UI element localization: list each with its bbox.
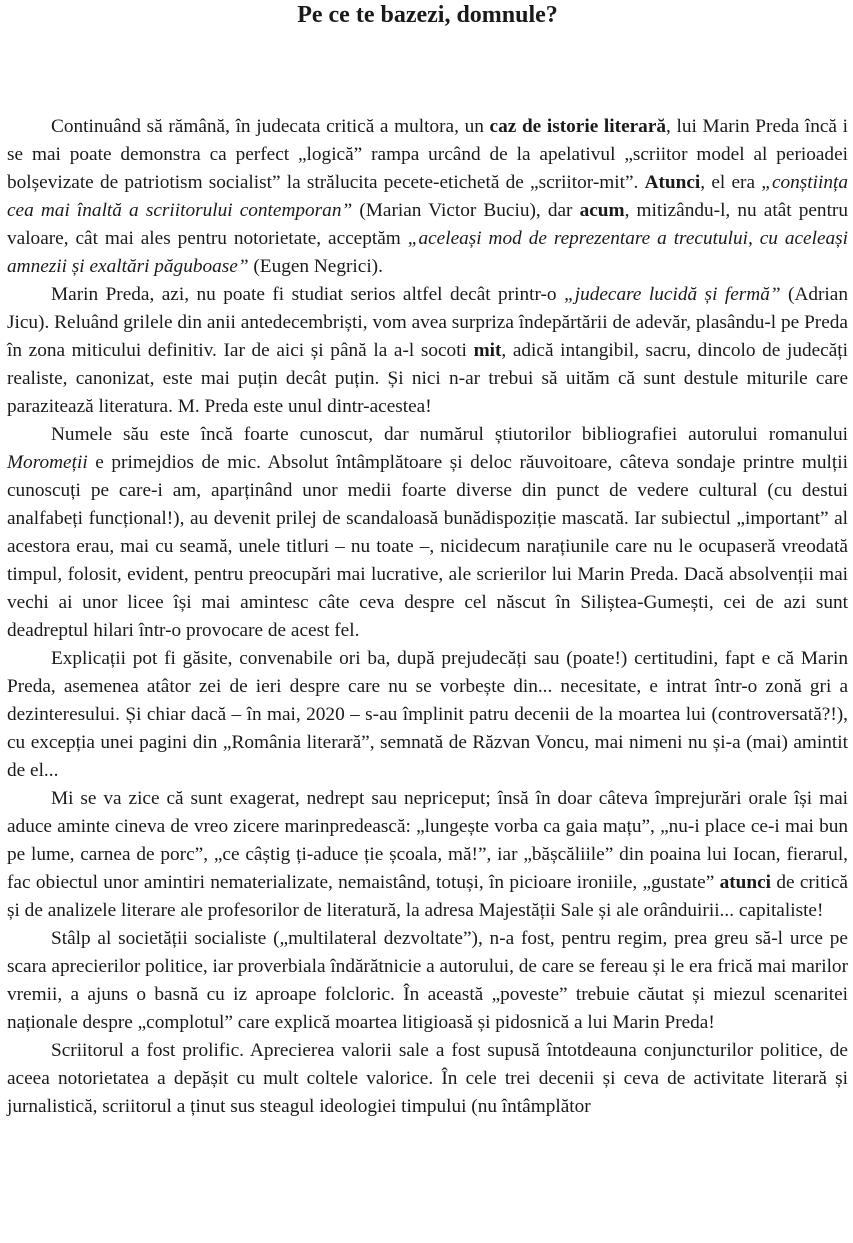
bold-run: Atunci [644, 172, 701, 193]
italic-run: „conștiința cea mai înaltă a scriitorului contemporan” [7, 172, 849, 221]
text-run: Marin Preda, azi, nu poate fi studiat serios altfel decât printr-o [51, 284, 565, 305]
italic-run: Moromeții [7, 452, 88, 473]
text-run: Mi se va zice că sunt exagerat, nedrept sau nepriceput; însă în doar câteva împrejurări orale își mai aduce aminte cineva de vreo zicere marinpredească: „lungește vorba ca gaia mațu”, „nu-i place ce-i mai bun pe lume, carnea de porc”, „ce câștig ți-aduce ție școala, mă!”, iar „bășcăliile” din poaina lui Iocan, fierarul, fac obiectul unor amintiri nematerializate, nemaistând, totuși, în picioare ironiile, „gustate” [7, 788, 848, 893]
text-run: e primejdios de mic. Absolut întâmplătoare și deloc răuvoitoare, câteva sondaje printre mulții cunoscuți pe care-i am, aparținând unor medii foarte diverse din punct de vedere cultural (cu destui analfabeți funcțional!), au devenit prilej de scandaloasă bunădispoziție mascată. Iar subiectul „important” al acestora erau, mai cu seamă, unele titluri – nu toate –, nicidecum narațiunile care nu le ocupaseră vreodată timpul, folosit, evident, pentru preocupări mai lucrative, ale scrierilor lui Marin Preda. Dacă absolvenții mai vechi ai unor licee își mai amintesc câte ceva despre cel născut în Siliștea-Gumești, cei de azi sunt deadreptul hilari într-o provocare de acest fel. [7, 452, 848, 641]
paragraph-4 [7, 645, 848, 785]
paragraph-5 [7, 785, 848, 925]
text-run: (Eugen Negrici). [248, 256, 383, 277]
text-run: Scriitorul a fost prolific. Aprecierea valorii sale a fost supusă întotdeauna conjuncturilor politice, de aceea notorietatea a depășit cu mult coltele valorice. În cele trei decenii și ceva de activitate literară și jurnalistică, scriitorul a ținut sus steagul ideologiei timpului (nu întâmplător [7, 1040, 848, 1117]
paragraph-2 [7, 281, 848, 421]
text-run: de critică și de analizele literare ale profesorilor de literatură, la adresa Majestății Sale și ale orânduirii... capitaliste! [7, 872, 848, 921]
article-title: Pe ce te bazezi, domnule? [297, 2, 558, 28]
italic-run: „judecare lucidă și fermă” [564, 284, 781, 305]
text-run: , lui Marin Preda încă i se mai poate demonstra ca perfect „logică” rampa urcând de la apelativul „scriitor model al perioadei bolșevizate de patriotism socialist” la strălucita pecete-etichetă de „scriitor-mit”. [7, 116, 848, 193]
text-run: , mitizându-l, nu atât pentru valoare, cât mai ales pentru notorietate, acceptăm [7, 200, 848, 249]
text-run: Continuând să rămână, în judecata critică a multora, un [51, 116, 490, 137]
bold-run: acum [579, 200, 625, 221]
italic-run: „aceleași mod de reprezentare a trecutului, cu aceleași amnezii și exaltări păguboase” [7, 228, 848, 277]
paragraph-1 [7, 113, 848, 281]
bold-run: atunci [719, 872, 772, 893]
bold-run: mit [473, 340, 502, 361]
text-run: (Marian Victor Buciu), dar [352, 200, 580, 221]
text-run: , el era [700, 172, 762, 193]
text-run: Stâlp al societății socialiste („multilateral dezvoltate”), n-a fost, pentru regim, prea greu să-l urce pe scara aprecierilor politice, iar proverbiala îndărătnicie a autorului, de care se fereau și le era frică mai marilor vremii, a ajuns o basnă cu iz aproape folcloric. În această „poveste” trebuie căutat și miezul scenaritei naționale despre „complotul” care explică moartea litigioasă și pidosnică a lui Marin Preda! [7, 928, 848, 1033]
paragraph-7 [7, 1037, 848, 1121]
text-run: Numele său este încă foarte cunoscut, dar numărul știutorilor bibliografiei autorului romanului [51, 424, 848, 445]
text-run: Explicații pot fi găsite, convenabile ori ba, după prejudecăți sau (poate!) certitudini, fapt e că Marin Preda, asemenea atâtor zei de ieri despre care nu se vorbește din... necesitate, e intrat într-o zonă gri a dezinteresului. Și chiar dacă – în mai, 2020 – s-au împlinit patru decenii de la moartea lui (controversată?!), cu excepția unei pagini din „România literară”, semnată de Răzvan Voncu, mai nimeni nu și-a (mai) amintit de el... [7, 648, 848, 781]
bold-run: caz de istorie literară [489, 116, 667, 137]
text-run: , adică intangibil, sacru, dincolo de judecăți realiste, canonizat, este mai puțin decât puțin. Și nici n-ar trebui să uităm că sunt destule miturile care parazitează literatura. M. Preda este unul dintr-acestea! [7, 340, 849, 417]
article-body [7, 113, 848, 1121]
paragraph-3 [7, 421, 848, 645]
paragraph-6 [7, 925, 848, 1037]
text-run: (Adrian Jicu). Reluând grilele din anii antedecembriști, vom avea surpriza îndepărtării de adevăr, plasându-l pe Preda în zona miticului definitiv. Iar de aici și până la a-l socoti [7, 284, 848, 361]
